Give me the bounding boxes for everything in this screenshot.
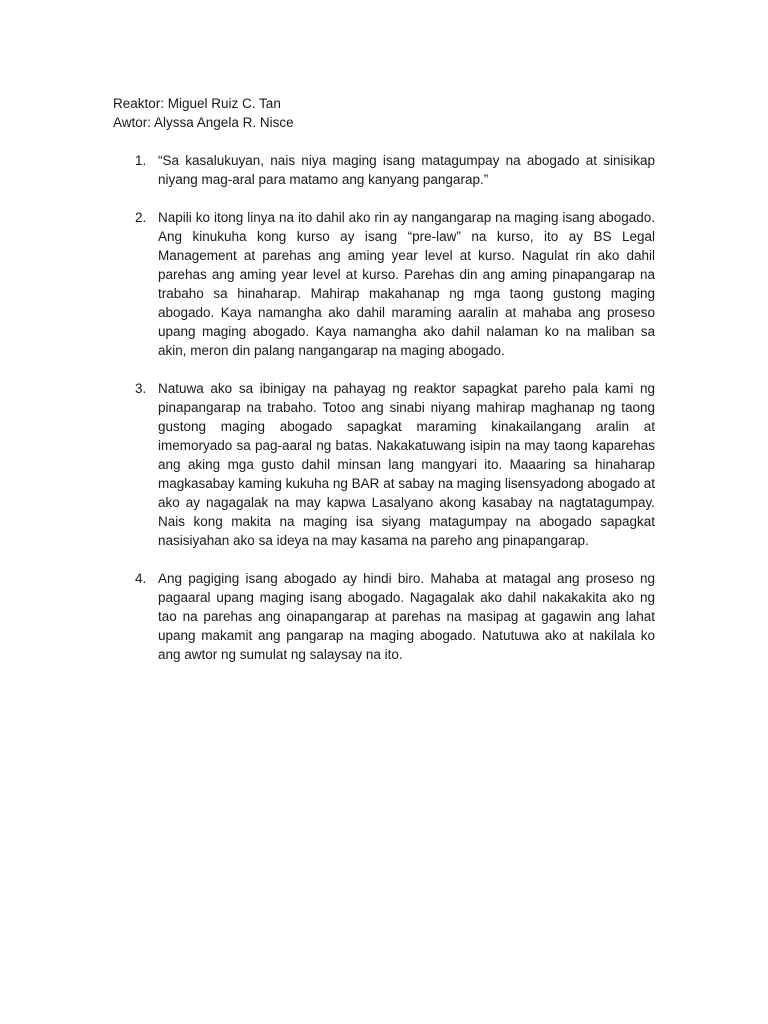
reaktor-line: Reaktor: Miguel Ruiz C. Tan — [113, 96, 281, 111]
numbered-list — [113, 151, 655, 683]
list-item-text: “Sa kasalukuyan, nais niya maging isang matagumpay na abogado at sinisikap niyang mag-aral para matamo ang kanyang pangarap.” — [158, 153, 655, 187]
list-item-number: 1. — [135, 153, 147, 168]
list-item — [113, 208, 655, 360]
list-item-text: Natuwa ako sa ibinigay na pahayag ng reaktor sapagkat pareho pala kami ng pinapangarap na trabaho. Totoo ang sinabi niyang mahirap maghanap ng taong gustong maging abogado sapagkat maraming kinakailangang aralin at imemoryado sa pag-aaral ng batas. Nakakatuwang isipin na may taong kaparehas ang aking mga gusto dahil minsan lang mangyari ito. Maaaring sa hinaharap magkasabay kaming kukuha ng BAR at sabay na maging lisensyadong abogado at ako ay nagagalak na may kapwa Lasalyano akong kasabay na nagtatagumpay. Nais kong makita na maging isa siyang matagumpay na abogado sapagkat nasisiyahan ako sa ideya na may kasama na pareho ang pinapangarap. — [158, 381, 655, 548]
list-item — [113, 151, 655, 189]
list-item — [113, 379, 655, 550]
awtor-line: Awtor: Alyssa Angela R. Nisce — [113, 115, 294, 130]
list-item-number: 3. — [135, 381, 147, 396]
list-item-number: 4. — [135, 571, 147, 586]
document-header — [113, 94, 653, 132]
list-item-text: Napili ko itong linya na ito dahil ako rin ay nangangarap na maging isang abogado. Ang kinukuha kong kurso ay isang “pre-law” na kurso, ito ay BS Legal Management at parehas ang aming year level at kurso. Nagulat rin ako dahil parehas ang aming year level at kurso. Parehas din ang aming pinapangarap na trabaho sa hinaharap. Mahirap makahanap ng mga taong gustong maging abogado. Kaya namangha ako dahil maraming aaralin at mahaba ang proseso upang maging abogado. Kaya namangha ako dahil nalaman ko na maliban sa akin, meron din palang nangangarap na maging abogado. — [158, 210, 655, 358]
list-item — [113, 569, 655, 664]
list-item-text: Ang pagiging isang abogado ay hindi biro. Mahaba at matagal ang proseso ng pagaaral upang maging isang abogado. Nagagalak ako dahil nakakakita ako ng tao na parehas ang oinapangarap at parehas na masipag at gagawin ang lahat upang makamit ang pangarap na maging abogado. Natutuwa ako at nakilala ko ang awtor ng sumulat ng salaysay na ito. — [158, 571, 655, 662]
list-item-number: 2. — [135, 210, 147, 225]
